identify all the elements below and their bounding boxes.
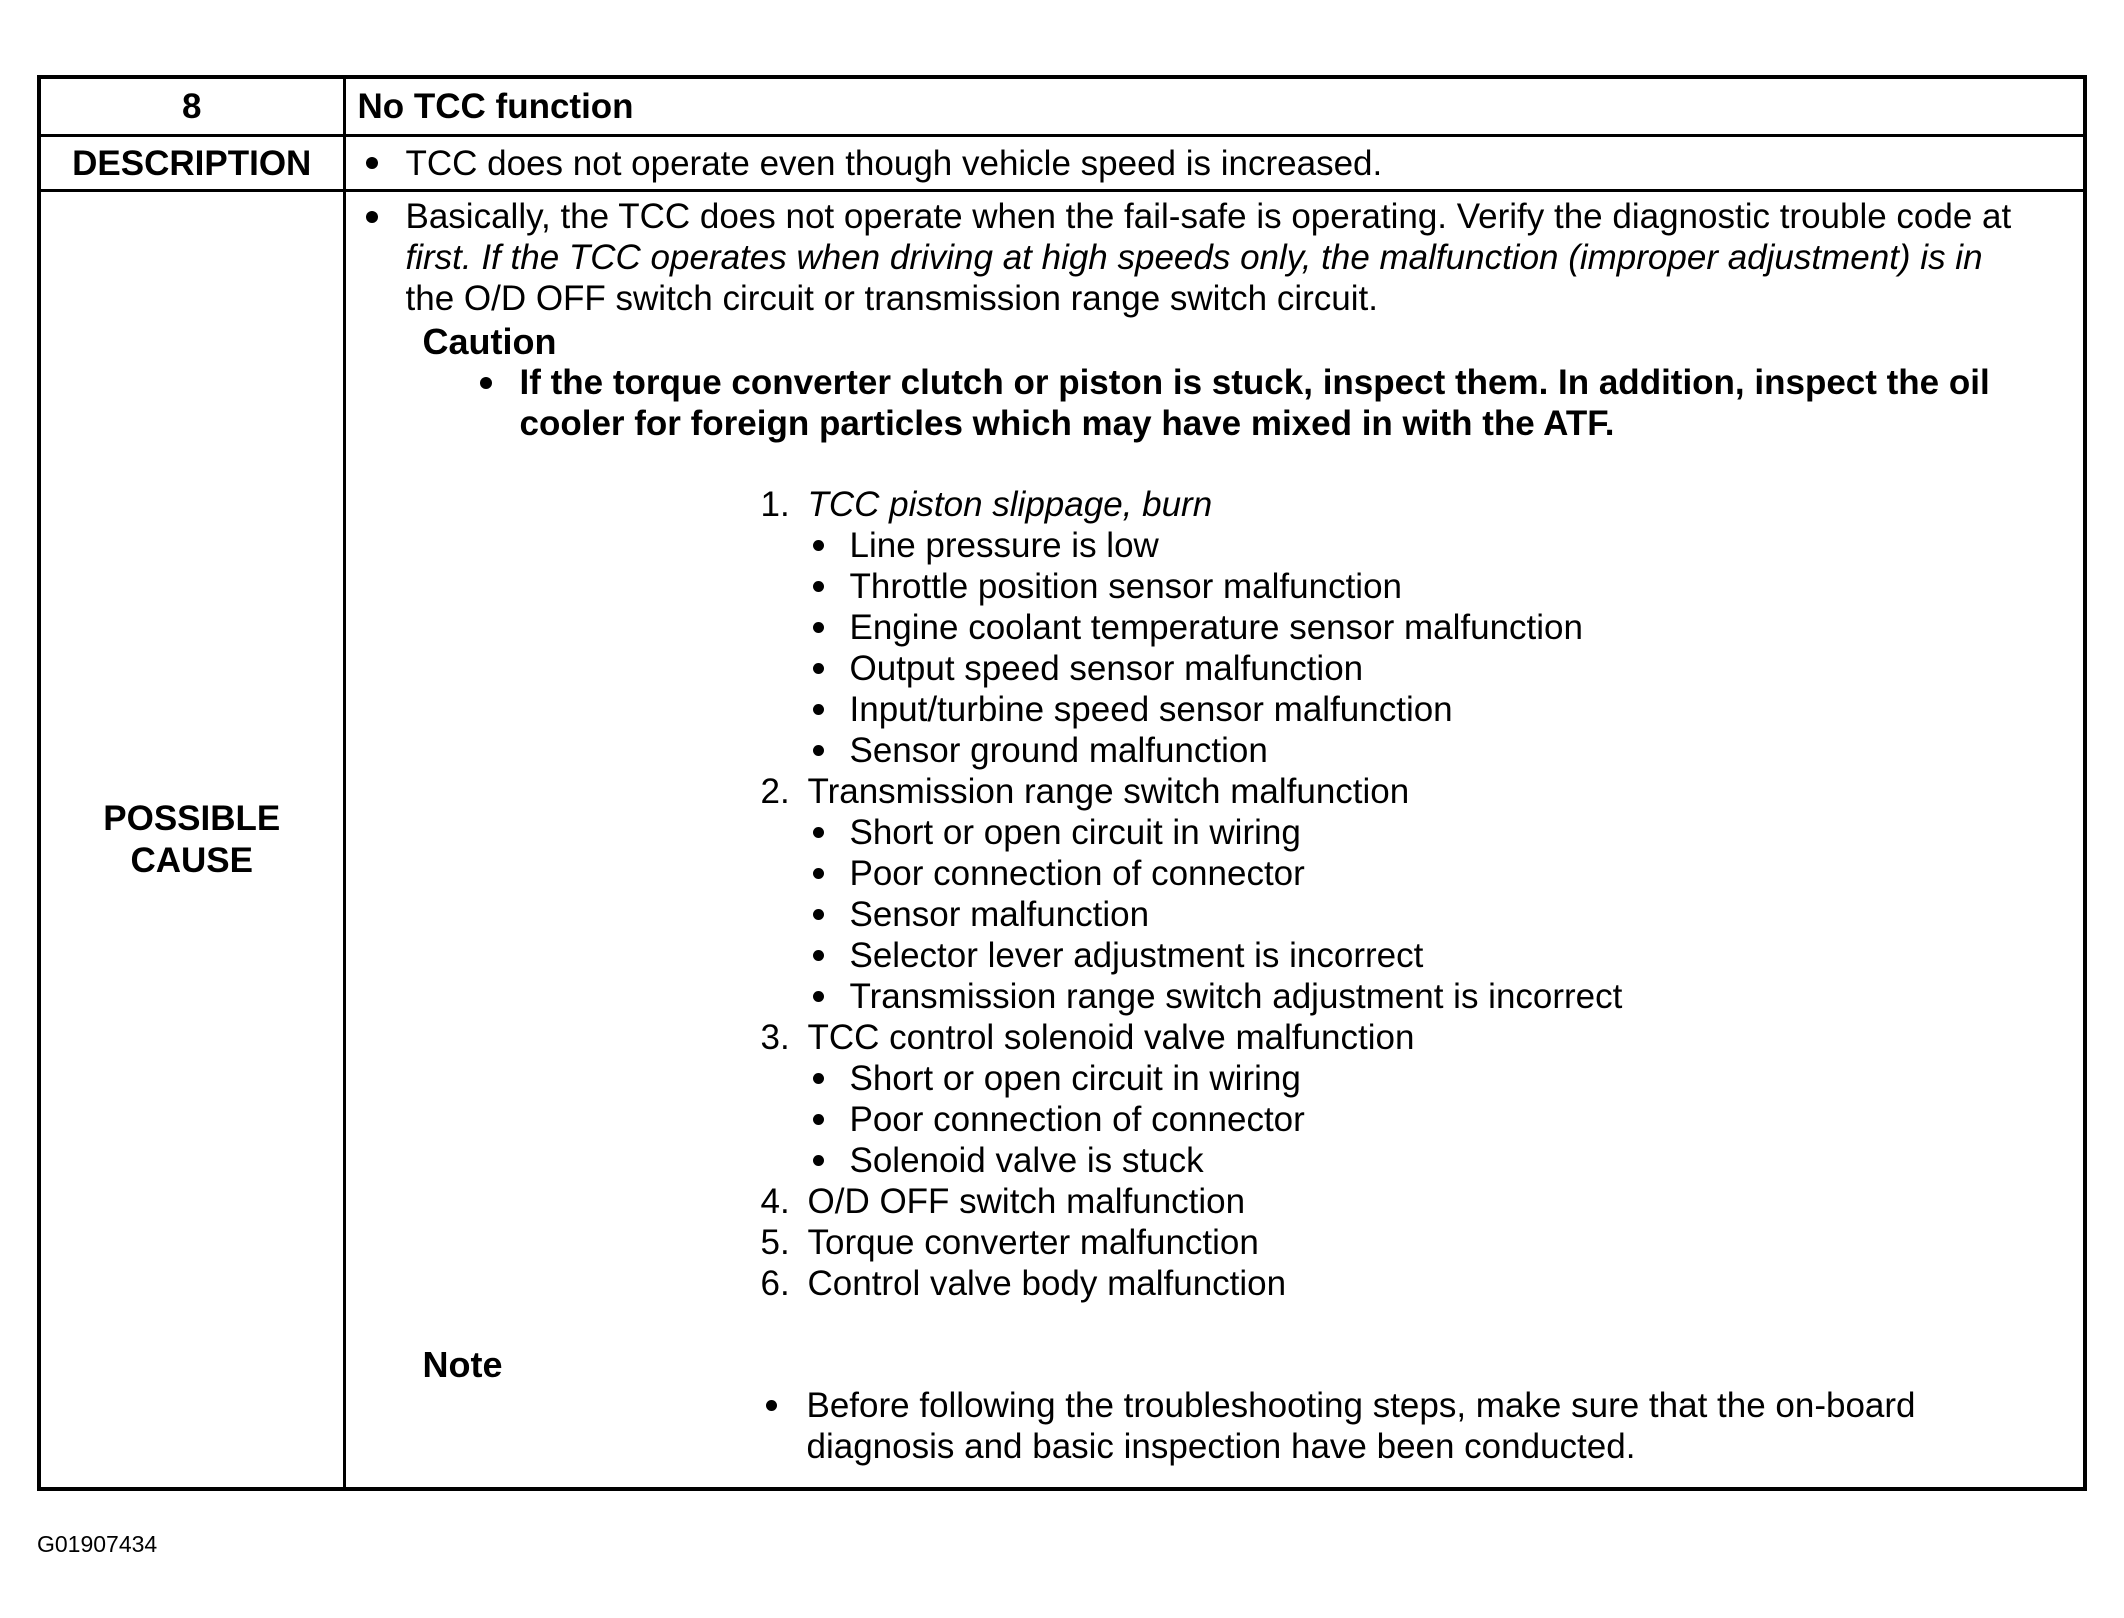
bullet-icon: [480, 377, 492, 389]
step-sub-item: [366, 853, 2074, 894]
cause-step: [366, 1017, 2074, 1058]
sub-item-text: Selector lever adjustment is incorrect: [849, 936, 1424, 975]
caution-title: Caution: [422, 321, 557, 362]
trouble-number: 8: [39, 77, 344, 136]
cause-step: [366, 484, 2074, 525]
bullet-icon: [766, 1400, 777, 1411]
bullet-icon: [366, 157, 378, 169]
sub-item-text: Input/turbine speed sensor malfunction: [849, 690, 1453, 729]
bullet-icon: [813, 991, 824, 1002]
header-row: [39, 77, 2085, 136]
step-number: 4.: [760, 1182, 790, 1221]
bullet-icon: [813, 1114, 824, 1125]
step-sub-item: [366, 607, 2074, 648]
cause-step: [366, 1181, 2074, 1222]
step-number: 5.: [760, 1223, 790, 1262]
description-label: DESCRIPTION: [39, 136, 344, 191]
step-text: O/D OFF switch malfunction: [807, 1182, 1246, 1221]
trouble-title: No TCC function: [344, 77, 2085, 136]
cause-step: [366, 1263, 2074, 1304]
possible-cause-row: [39, 191, 2085, 1490]
bullet-icon: [813, 1073, 824, 1084]
bullet-icon: [813, 581, 824, 592]
bullet-icon: [813, 909, 824, 920]
step-sub-item: [366, 1099, 2074, 1140]
bullet-icon: [813, 827, 824, 838]
step-sub-item: [366, 1140, 2074, 1181]
sub-item-text: Sensor malfunction: [849, 895, 1150, 934]
step-text: Torque converter malfunction: [807, 1223, 1259, 1262]
step-sub-item: [366, 648, 2074, 689]
step-sub-item: [366, 812, 2074, 853]
caution-item: If the torque converter clutch or piston is stuck, inspect them. In addition, inspect the oil cooler for foreign particles which may have mixed in with the ATF.: [366, 362, 2074, 444]
cause-step: [366, 771, 2074, 812]
step-text: Transmission range switch malfunction: [807, 772, 1410, 811]
step-sub-item: [366, 689, 2074, 730]
cause-intro: Basically, the TCC does not operate when the fail-safe is operating. Verify the diagnostic trouble code at first. If the TCC operates when driving at high speeds only, the malfunction (improper adjustment) is in the O/D OFF switch circuit or transmission range switch circuit.: [366, 196, 2074, 319]
step-text: TCC control solenoid valve malfunction: [807, 1018, 1415, 1057]
step-sub-item: [366, 566, 2074, 607]
sub-item-text: Sensor ground malfunction: [849, 731, 1268, 770]
bullet-icon: [366, 211, 378, 223]
cause-step: [366, 1222, 2074, 1263]
description-text: TCC does not operate even though vehicle speed is increased.: [405, 143, 1383, 183]
step-text: TCC piston slippage, burn: [807, 485, 1213, 524]
note-item: Before following the troubleshooting steps, make sure that the on-board diagnosis and basic inspection have been conducted.: [366, 1385, 2074, 1467]
step-number: 1.: [760, 485, 790, 524]
sub-item-text: Output speed sensor malfunction: [849, 649, 1364, 688]
bullet-icon: [813, 745, 824, 756]
bullet-icon: [813, 1155, 824, 1166]
step-sub-item: [366, 976, 2074, 1017]
step-sub-item: [366, 935, 2074, 976]
bullet-icon: [813, 950, 824, 961]
sub-item-text: Solenoid valve is stuck: [849, 1141, 1204, 1180]
bullet-icon: [813, 704, 824, 715]
description-row: [39, 136, 2085, 191]
sub-item-text: Engine coolant temperature sensor malfunction: [849, 608, 1583, 647]
sub-item-text: Line pressure is low: [849, 526, 1159, 565]
possible-cause-label: POSSIBLE CAUSE: [39, 191, 344, 1490]
sub-item-text: Throttle position sensor malfunction: [849, 567, 1402, 606]
step-number: 2.: [760, 772, 790, 811]
step-text: Control valve body malfunction: [807, 1264, 1287, 1303]
sub-item-text: Short or open circuit in wiring: [849, 813, 1301, 852]
sub-item-text: Short or open circuit in wiring: [849, 1059, 1301, 1098]
figure-id: G01907434: [37, 1531, 158, 1557]
diagnostic-table: [37, 75, 2087, 1491]
sub-item-text: Poor connection of connector: [849, 854, 1305, 893]
bullet-icon: [813, 540, 824, 551]
cause-steps-list: [366, 484, 2074, 1304]
step-sub-item: [366, 730, 2074, 771]
step-sub-item: [366, 525, 2074, 566]
bullet-icon: [813, 868, 824, 879]
step-sub-item: [366, 894, 2074, 935]
bullet-icon: [813, 663, 824, 674]
step-number: 6.: [760, 1264, 790, 1303]
sub-item-text: Poor connection of connector: [849, 1100, 1305, 1139]
step-number: 3.: [760, 1018, 790, 1057]
possible-cause-body: [346, 192, 2084, 1487]
bullet-icon: [813, 622, 824, 633]
step-sub-item: [366, 1058, 2074, 1099]
sub-item-text: Transmission range switch adjustment is incorrect: [849, 977, 1623, 1016]
note-title: Note: [422, 1344, 503, 1385]
